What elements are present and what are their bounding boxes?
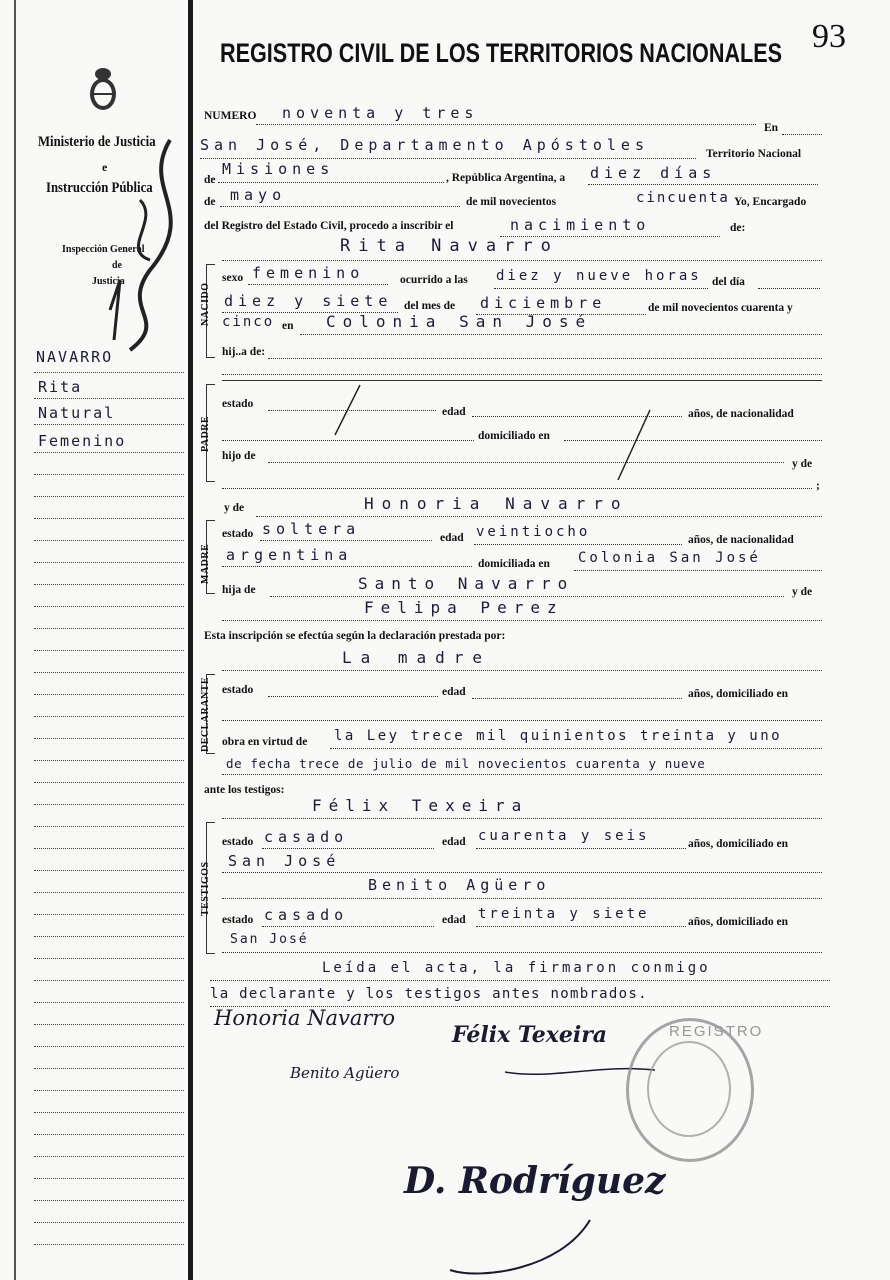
padre-hijo-label: hijo de — [222, 450, 256, 462]
signature-flourish — [440, 1210, 640, 1280]
t2-estado-label: estado — [222, 914, 254, 926]
margin-note-name: Rita — [38, 378, 83, 396]
margin-line — [34, 1200, 184, 1202]
sexo-label: sexo — [222, 272, 244, 284]
t1-edad-label: edad — [442, 836, 466, 848]
dotted-line — [222, 260, 822, 262]
padre-semicolon: ; — [816, 480, 820, 492]
de-label: de — [204, 174, 216, 186]
anio-value: cincuenta — [636, 190, 730, 206]
obra-label: obra en virtud de — [222, 736, 308, 748]
seal-inner-ring — [647, 1041, 731, 1137]
declaracion-label: Esta inscripción se efectúa según la declaración prestada por: — [204, 630, 506, 642]
margin-line — [34, 452, 184, 454]
madre-estado-label: estado — [222, 528, 254, 540]
margin-line — [34, 474, 184, 476]
dotted-line — [222, 898, 822, 900]
acto-value: nacimiento — [510, 216, 651, 234]
dia-value: diez días — [590, 164, 717, 182]
margin-line — [34, 1178, 184, 1180]
inspection-line2: de — [112, 260, 122, 271]
dotted-line — [256, 124, 756, 126]
margin-line — [34, 584, 184, 586]
ocurrido-label: ocurrido a las — [400, 274, 468, 286]
testigo1-edad: cuarenta y seis — [478, 828, 650, 844]
padre-yde-label: y de — [792, 458, 813, 470]
obra-value-line2: de fecha trece de julio de mil novecientos cuarenta y nueve — [226, 756, 706, 771]
hora-value: diez y nueve horas — [496, 268, 702, 284]
dotted-line — [262, 926, 434, 928]
republica-label: , República Argentina, a — [446, 172, 566, 184]
dotted-line — [588, 184, 818, 186]
hijo-label: hij..a de: — [222, 346, 266, 358]
declarante-section-label: DECLARANTE — [200, 676, 211, 752]
testigo2-estado: casado — [264, 906, 349, 924]
padre-domiciliado-label: domiciliado en — [478, 430, 550, 442]
margin-line — [34, 496, 184, 498]
testigo2-edad: treinta y siete — [478, 906, 650, 922]
margin-line — [34, 1222, 184, 1224]
numero-label: NUMERO — [204, 110, 257, 122]
margin-line — [34, 980, 184, 982]
margin-line — [34, 1090, 184, 1092]
dotted-line — [260, 540, 432, 542]
page-number: 93 — [812, 18, 846, 55]
margin-line — [34, 892, 184, 894]
dotted-line — [574, 570, 822, 572]
margin-line — [34, 716, 184, 718]
dotted-line — [222, 720, 822, 722]
madre-domiciliada-label: domiciliada en — [478, 558, 550, 570]
padre-anios-label: años, de nacionalidad — [688, 408, 794, 420]
margin-line — [34, 1024, 184, 1026]
encargado-label: Yo, Encargado — [734, 196, 807, 208]
dotted-line — [220, 206, 460, 208]
margin-line — [34, 804, 184, 806]
en-label: En — [764, 122, 779, 134]
margin-line — [34, 398, 184, 400]
dotted-line — [262, 848, 434, 850]
ministry-line1: Ministerio de Justicia — [38, 134, 156, 150]
nombre-value: Rita Navarro — [340, 236, 559, 256]
dotted-line — [222, 374, 822, 376]
ministry-line3: Instrucción Pública — [46, 180, 153, 196]
margin-line — [34, 1046, 184, 1048]
padre-strike-lines — [300, 380, 680, 490]
t1-anios-label: años, domiciliado en — [688, 838, 789, 850]
margin-line — [34, 562, 184, 564]
t2-anios-label: años, domiciliado en — [688, 916, 789, 928]
ministry-line2: e — [102, 160, 108, 174]
dotted-line — [782, 134, 822, 136]
territorio-value: Misiones — [222, 160, 335, 178]
mil-label: de mil novecientos — [466, 196, 557, 208]
document-title: REGISTRO CIVIL DE LOS TERRITORIOS NACIONALES — [220, 38, 783, 68]
margin-line — [34, 1068, 184, 1070]
madre-hija-label: hija de — [222, 584, 256, 596]
place-value: San José, Departamento Apóstoles — [200, 136, 649, 154]
ante-label: ante los testigos: — [204, 784, 285, 796]
registro-label: del Registro del Estado Civil, procedo a inscribir el — [204, 220, 454, 232]
dotted-line — [476, 926, 686, 928]
de2-label: de — [204, 196, 216, 208]
margin-scribble — [80, 110, 190, 360]
declarante-anios-label: años, domiciliado en — [688, 688, 789, 700]
inspection-line3: Justicia — [92, 276, 125, 287]
padre-section-label: PADRE — [200, 415, 211, 452]
margin-note-filiation: Natural — [38, 404, 116, 422]
dotted-line — [494, 288, 708, 290]
margin-line — [34, 760, 184, 762]
madre-nombre-value: Honoria Navarro — [364, 494, 629, 513]
dotted-line — [330, 748, 822, 750]
margin-line — [34, 1134, 184, 1136]
signature-testigo2: Benito Agüero — [290, 1064, 400, 1082]
dotted-line — [222, 872, 822, 874]
margin-line — [34, 650, 184, 652]
testigo1-nombre: Félix Texeira — [312, 796, 529, 815]
numero-value: noventa y tres — [282, 104, 479, 122]
dotted-line — [472, 698, 682, 700]
nacido-mes-value: diciembre — [480, 294, 607, 312]
margin-line — [34, 424, 184, 426]
madre-yde-label: y de — [224, 502, 245, 514]
declarante-estado-label: estado — [222, 684, 254, 696]
margin-note-surname: NAVARRO — [36, 348, 114, 366]
testigo2-domicilio: San José — [230, 932, 309, 947]
madre-domicilio-value: Colonia San José — [578, 550, 761, 566]
dotted-line — [268, 696, 438, 698]
dotted-line — [300, 334, 822, 336]
margin-line — [34, 1112, 184, 1114]
nacido-mes-label: del mes de — [404, 300, 456, 312]
testigo1-domicilio: San José — [228, 852, 341, 870]
registry-seal — [626, 1018, 764, 1162]
dotted-line — [758, 288, 820, 290]
dotted-line — [218, 182, 444, 184]
margin-line — [34, 848, 184, 850]
de3-label: de: — [730, 222, 746, 234]
nacido-section-label: NACIDO — [200, 282, 211, 326]
padre-edad-label: edad — [442, 406, 466, 418]
margin-line — [34, 738, 184, 740]
coat-of-arms-icon — [86, 66, 120, 112]
dotted-line — [474, 544, 682, 546]
margin-line — [34, 540, 184, 542]
mes-value: mayo — [230, 186, 287, 204]
nacido-en-label: en — [282, 320, 294, 332]
madre-madre-value: Felipa Perez — [364, 598, 564, 617]
dotted-line — [222, 774, 822, 776]
testigo1-estado: casado — [264, 828, 349, 846]
margin-note-sex: Femenino — [38, 432, 127, 450]
margin-line — [34, 606, 184, 608]
margin-line — [34, 936, 184, 938]
testigos-section-label: TESTIGOS — [200, 861, 211, 916]
lugar-value: Colonia San José — [326, 312, 593, 331]
left-margin — [0, 0, 188, 1280]
signature-declarante: Honoria Navarro — [214, 1006, 396, 1030]
margin-line — [34, 1156, 184, 1158]
margin-line — [34, 628, 184, 630]
dotted-line — [210, 980, 830, 982]
dotted-line — [268, 358, 822, 360]
del-dia-label: del día — [712, 276, 745, 288]
sexo-value: femenino — [252, 264, 365, 282]
nacido-anio-value: cinco — [222, 314, 275, 330]
margin-line — [34, 694, 184, 696]
madre-estado-value: soltera — [262, 520, 361, 538]
margin-rule — [14, 0, 16, 1280]
dotted-line — [256, 516, 822, 518]
page-divider — [188, 0, 193, 1280]
declarante-edad-label: edad — [442, 686, 466, 698]
margin-line — [34, 782, 184, 784]
seal-text: REGISTRO — [669, 1023, 764, 1040]
margin-line — [34, 1002, 184, 1004]
signature-encargado: D. Rodríguez — [404, 1160, 666, 1202]
madre-yde2-label: y de — [792, 586, 813, 598]
madre-edad-label: edad — [440, 532, 464, 544]
inspection-line1: Inspección General — [62, 244, 145, 255]
dotted-line — [222, 670, 822, 672]
margin-line — [34, 870, 184, 872]
margin-line — [34, 518, 184, 520]
signature-testigo1: Félix Texeira — [452, 1022, 608, 1048]
madre-padre-value: Santo Navarro — [358, 574, 575, 593]
t1-estado-label: estado — [222, 836, 254, 848]
dotted-line — [222, 818, 822, 820]
dotted-line — [248, 284, 388, 286]
madre-edad-value: veintiocho — [476, 524, 591, 540]
margin-line — [34, 826, 184, 828]
territorio-label: Territorio Nacional — [706, 148, 802, 160]
margin-line — [34, 672, 184, 674]
madre-section-label: MADRE — [200, 543, 211, 584]
declaracion-value: La madre — [342, 648, 492, 667]
closing-line2: la declarante y los testigos antes nombrados. — [210, 986, 648, 1002]
madre-anios-label: años, de nacionalidad — [688, 534, 794, 546]
madre-nacionalidad-value: argentina — [226, 546, 353, 564]
dotted-line — [476, 848, 686, 850]
dotted-line — [222, 952, 822, 954]
margin-line — [34, 958, 184, 960]
margin-line — [34, 914, 184, 916]
t2-edad-label: edad — [442, 914, 466, 926]
closing-line1: Leída el acta, la firmaron conmigo — [322, 960, 711, 976]
margin-line — [34, 1244, 184, 1246]
obra-value: la Ley trece mil quinientos treinta y uno — [334, 728, 783, 744]
dotted-line — [222, 620, 822, 622]
margin-line — [34, 372, 184, 374]
padre-estado-label: estado — [222, 398, 254, 410]
nacido-mil-label: de mil novecientos cuarenta y — [648, 302, 793, 314]
testigo2-nombre: Benito Agüero — [368, 876, 551, 894]
nacido-dia-value: diez y siete — [224, 292, 393, 310]
dotted-line — [222, 566, 472, 568]
